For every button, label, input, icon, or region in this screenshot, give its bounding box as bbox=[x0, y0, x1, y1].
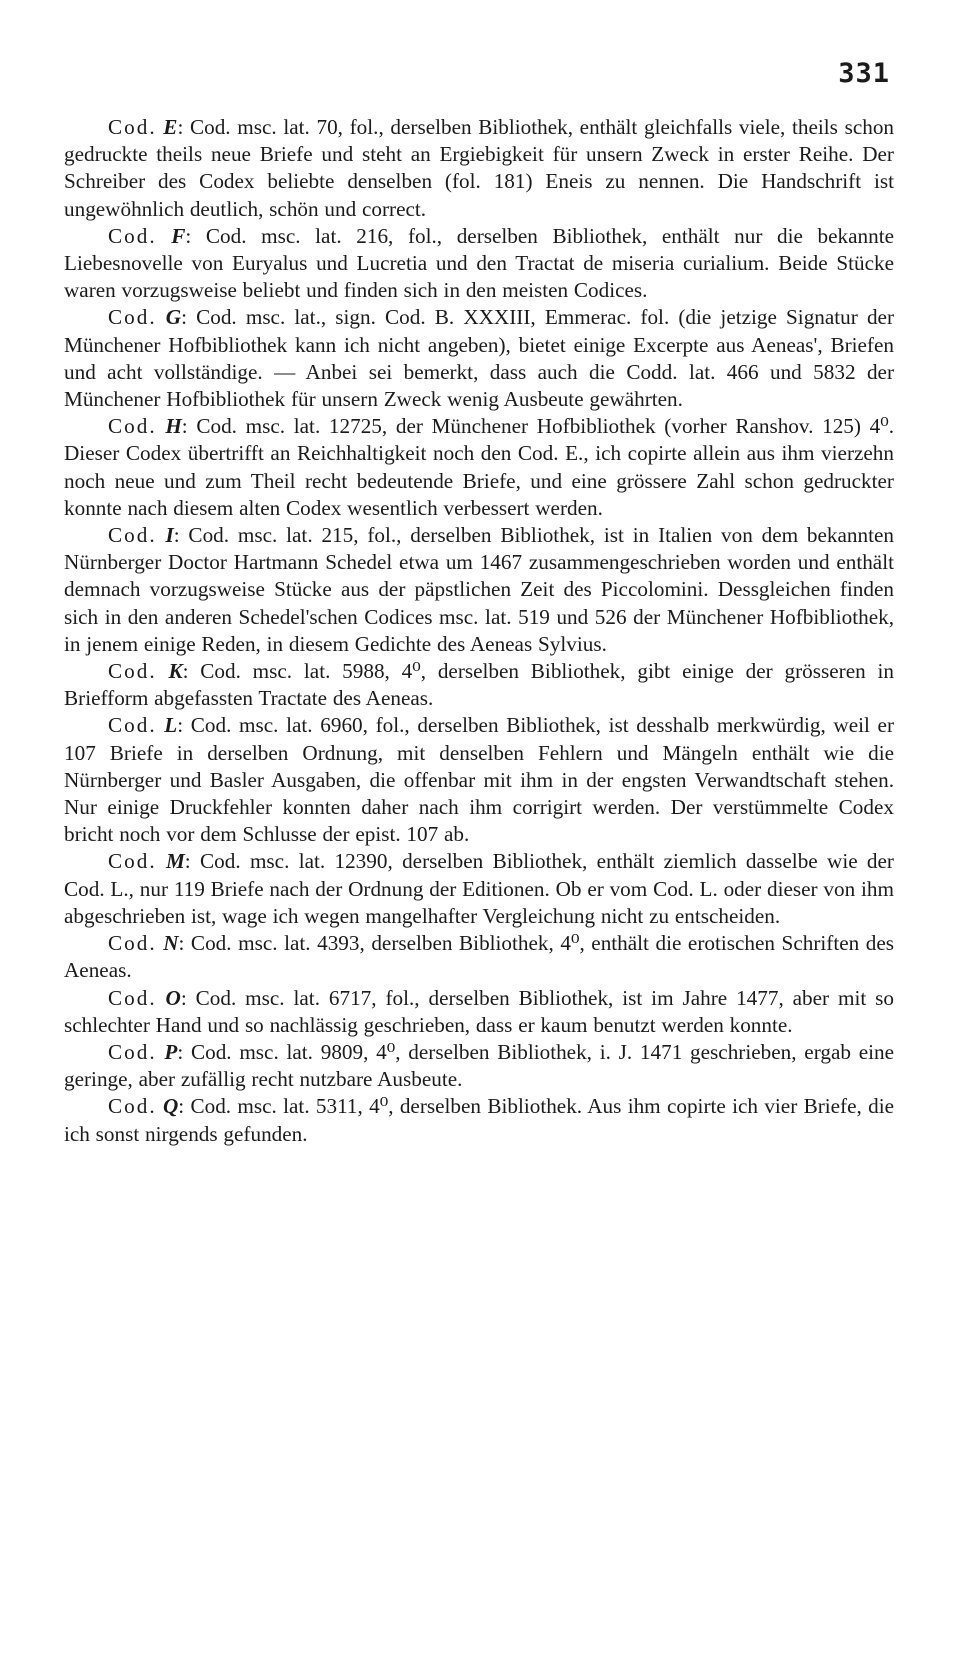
paragraph-text: : Cod. msc. lat. 9809, 4⁰, derselben Bibliothek, i. J. 1471 geschrieben, ergab eine geringe, aber zufällig recht nutzbare Ausbeute. bbox=[64, 1039, 894, 1092]
codex-siglum: E bbox=[163, 115, 178, 139]
codex-label: Cod. bbox=[108, 931, 157, 956]
codex-label: Cod. bbox=[108, 523, 157, 548]
paragraph-cod-i bbox=[64, 522, 894, 658]
codex-label: Cod. bbox=[108, 1039, 157, 1064]
codex-label: Cod. bbox=[108, 985, 157, 1010]
paragraph-text: : Cod. msc. lat. 12390, derselben Bibliothek, enthält ziemlich dasselbe wie der Cod. L., nur 119 Briefe nach der Ordnung der Editionen. Ob er vom Cod. L. oder dieser von ihm abgeschrieben ist, wage ich wegen mangelhafter Vergleichung nicht zu entscheiden. bbox=[64, 849, 894, 928]
codex-label: Cod. bbox=[108, 659, 157, 684]
paragraph-cod-m bbox=[64, 848, 894, 930]
body-text bbox=[64, 114, 894, 1148]
paragraph-text: : Cod. msc. lat. 5988, 4⁰, derselben Bibliothek, gibt einige der grösseren in Briefform abgefassten Tractate des Aeneas. bbox=[64, 659, 895, 711]
paragraph-text: : Cod. msc. lat. 6717, fol., derselben Bibliothek, ist im Jahre 1477, aber mit so schlechter Hand und so nachlässig geschrieben, dass er kaum benutzt werden konnte. bbox=[64, 985, 895, 1037]
codex-label: Cod. bbox=[108, 223, 157, 248]
codex-siglum: K bbox=[168, 659, 183, 684]
codex-label: Cod. bbox=[108, 305, 157, 330]
paragraph-text: : Cod. msc. lat. 216, fol., derselben Bibliothek, enthält nur die bekannte Liebesnovelle von Euryalus und Lucretia und den Tractat de miseria curialium. Beide Stücke waren vorzugsweise beliebt und finden sich in den meisten Codices. bbox=[64, 223, 894, 303]
codex-label: Cod. bbox=[108, 414, 157, 439]
codex-label: Cod. bbox=[108, 115, 157, 139]
paragraph-text: : Cod. msc. lat. 6960, fol., derselben Bibliothek, ist desshalb merkwürdig, weil er 107 Briefe in derselben Ordnung, mit denselben Fehlern und Mängeln enthält wie die Nürnberger und Basler Ausgaben, die offenbar mit ihm in der engsten Verwandtschaft stehen. Nur einige Druckfehler konnten daher nach ihm corrigirt werden. Der verstümmelte Codex bricht noch vor dem Schlusse der epist. 107 ab. bbox=[64, 713, 894, 847]
codex-label: Cod. bbox=[108, 849, 157, 874]
codex-label: Cod. bbox=[108, 713, 157, 738]
paragraph-cod-p bbox=[64, 1039, 894, 1093]
codex-siglum: F bbox=[171, 223, 186, 248]
page-number: 331 bbox=[838, 58, 890, 89]
paragraph-text: : Cod. msc. lat. 4393, derselben Bibliothek, 4⁰, enthält die erotischen Schriften des Aeneas. bbox=[64, 931, 894, 983]
codex-siglum: Q bbox=[162, 1094, 179, 1119]
codex-siglum: O bbox=[165, 985, 181, 1010]
paragraph-cod-k bbox=[64, 658, 894, 712]
codex-siglum: G bbox=[165, 305, 182, 330]
codex-siglum: N bbox=[163, 931, 179, 956]
paragraph-cod-f bbox=[64, 223, 894, 305]
paragraph-cod-n bbox=[64, 930, 894, 984]
codex-siglum: H bbox=[165, 414, 182, 439]
paragraph-cod-e bbox=[64, 114, 894, 223]
codex-siglum: P bbox=[164, 1039, 178, 1064]
paragraph-cod-o bbox=[64, 985, 894, 1039]
paragraph-cod-g bbox=[64, 304, 894, 413]
paragraph-text: : Cod. msc. lat. 5311, 4⁰, derselben Bibliothek. Aus ihm copirte ich vier Briefe, die ich sonst nirgends gefunden. bbox=[64, 1094, 895, 1146]
paragraph-text: : Cod. msc. lat. 12725, der Münchener Hofbibliothek (vorher Ranshov. 125) 4⁰. Dieser Codex übertrifft an Reichhaltigkeit noch den Cod. E., ich copirte allein aus ihm vierzehn noch neue und zum Theil recht bedeutende Briefe, und eine grössere Zahl schon gedruckter konnte nach diesem alten Codex wesentlich verbessert werden. bbox=[64, 414, 894, 520]
codex-siglum: L bbox=[164, 713, 178, 738]
paragraph-cod-h bbox=[64, 413, 894, 522]
codex-siglum: M bbox=[165, 849, 185, 874]
paragraph-text: : Cod. msc. lat., sign. Cod. B. XXXIII, Emmerac. fol. (die jetzige Signatur der Münchener Hofbibliothek kann ich nicht angeben), bietet einige Excerpte aus Aeneas', Briefen und acht vollständige. — Anbei sei bemerkt, dass auch die Codd. lat. 466 und 5832 der Münchener Hofbibliothek für unsern Zweck wenig Ausbeute gewährten. bbox=[64, 305, 895, 412]
paragraph-text: : Cod. msc. lat. 70, fol., derselben Bibliothek, enthält gleichfalls viele, theils schon gedruckte theils neue Briefe und steht an Ergiebigkeit für unsern Zweck in erster Reihe. Der Schreiber des Codex beliebte denselben (fol. 181) Eneis zu nennen. Die Handschrift ist ungewöhnlich deutlich, schön und correct. bbox=[64, 115, 895, 221]
paragraph-cod-l bbox=[64, 712, 894, 848]
codex-siglum: I bbox=[165, 523, 174, 548]
paragraph-cod-q bbox=[64, 1093, 894, 1147]
paragraph-text: : Cod. msc. lat. 215, fol., derselben Bibliothek, ist in Italien von dem bekannten Nürnberger Doctor Hartmann Schedel etwa um 1467 zusammengeschrieben worden und enthält demnach vorzugsweise Stücke aus der päpstlichen Zeit des Piccolomini. Dessgleichen finden sich in den anderen Schedel'schen Codices msc. lat. 519 und 526 der Münchener Hofbibliothek, in jenem einige Reden, in diesem Gedichte des Aeneas Sylvius. bbox=[64, 523, 895, 656]
codex-label: Cod. bbox=[108, 1094, 157, 1119]
